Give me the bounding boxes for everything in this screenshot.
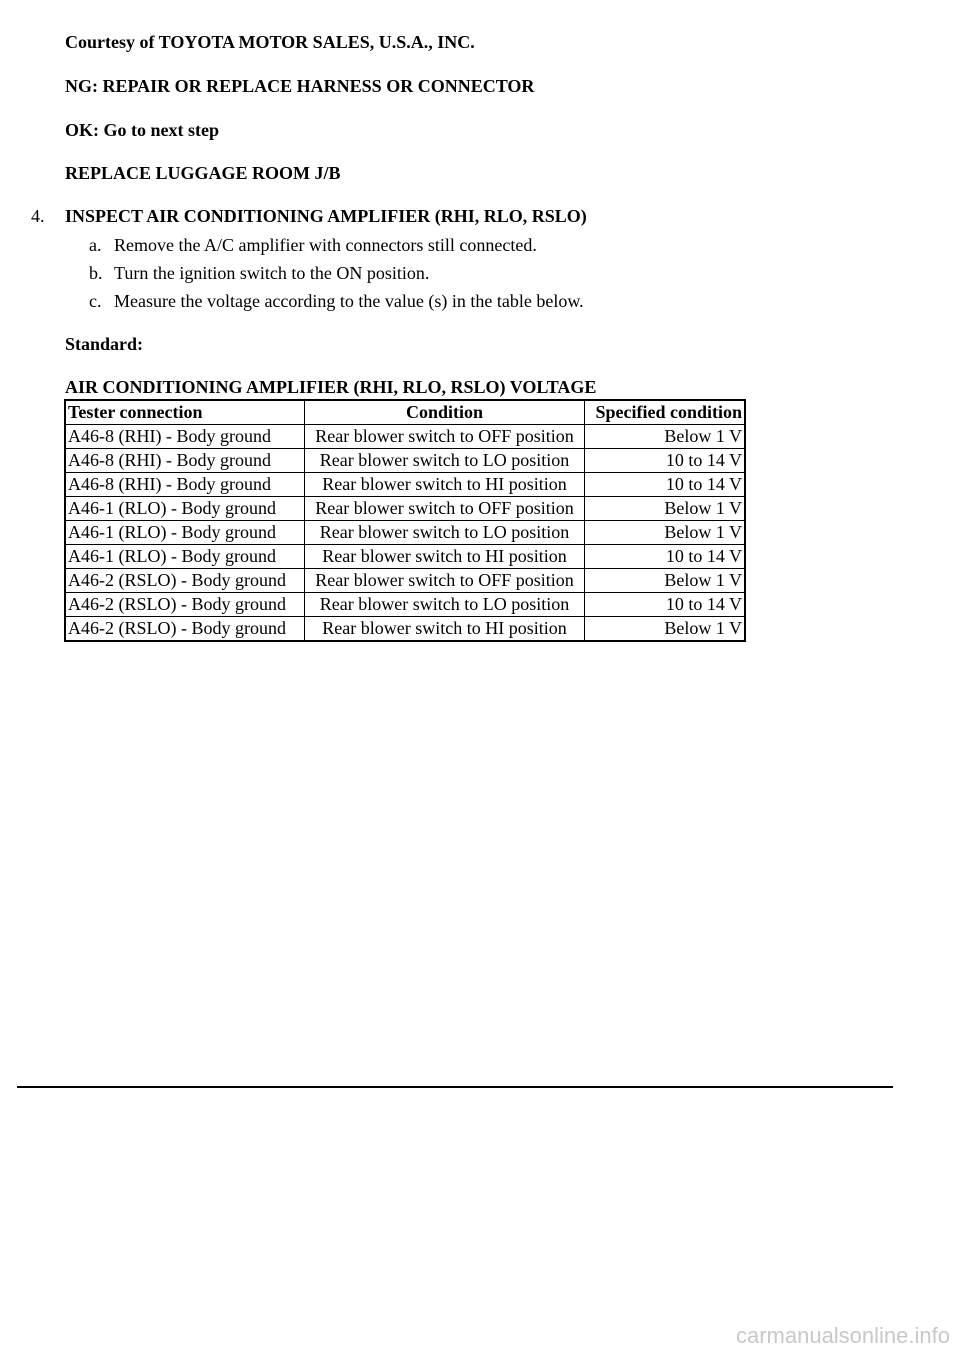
step-heading [31,206,587,227]
condition-cell: Rear blower switch to OFF position [305,497,585,521]
tester-connection-cell: A46-2 (RSLO) - Body ground [65,617,305,642]
courtesy-line: Courtesy of TOYOTA MOTOR SALES, U.S.A., INC. [65,32,475,52]
tester-connection-cell: A46-8 (RHI) - Body ground [65,449,305,473]
table-title: AIR CONDITIONING AMPLIFIER (RHI, RLO, RSLO) VOLTAGE [65,377,597,397]
substep-a [89,235,537,256]
column-header: Tester connection [65,400,305,425]
table-row [65,521,745,545]
condition-cell: Rear blower switch to HI position [305,545,585,569]
table-header-row [65,400,745,425]
tester-connection-cell: A46-2 (RSLO) - Body ground [65,593,305,617]
table-row [65,593,745,617]
replace-line: REPLACE LUGGAGE ROOM J/B [65,163,341,183]
page-divider [17,1086,893,1088]
tester-connection-cell: A46-8 (RHI) - Body ground [65,425,305,449]
substep-letter: b. [89,263,103,283]
voltage-table [64,399,746,642]
tester-connection-cell: A46-1 (RLO) - Body ground [65,545,305,569]
condition-cell: Rear blower switch to LO position [305,593,585,617]
specified-condition-cell: Below 1 V [585,569,746,593]
tester-connection-cell: A46-1 (RLO) - Body ground [65,521,305,545]
specified-condition-cell: Below 1 V [585,425,746,449]
table-row [65,425,745,449]
specified-condition-cell: 10 to 14 V [585,449,746,473]
table-row [65,497,745,521]
condition-cell: Rear blower switch to OFF position [305,569,585,593]
column-header: Specified condition [585,400,746,425]
tester-connection-cell: A46-2 (RSLO) - Body ground [65,569,305,593]
watermark: carmanualsonline.info [735,1323,950,1348]
ng-line: NG: REPAIR OR REPLACE HARNESS OR CONNECTOR [65,76,535,96]
specified-condition-cell: 10 to 14 V [585,593,746,617]
condition-cell: Rear blower switch to LO position [305,521,585,545]
substep-b [89,263,429,284]
substep-c [89,291,584,312]
condition-cell: Rear blower switch to HI position [305,617,585,642]
substep-letter: c. [89,291,102,311]
substep-letter: a. [89,235,102,255]
table-row [65,569,745,593]
condition-cell: Rear blower switch to LO position [305,449,585,473]
specified-condition-cell: 10 to 14 V [585,545,746,569]
condition-cell: Rear blower switch to OFF position [305,425,585,449]
column-header: Condition [305,400,585,425]
substep-text: Measure the voltage according to the value (s) in the table below. [114,291,584,311]
specified-condition-cell: Below 1 V [585,617,746,642]
substep-text: Turn the ignition switch to the ON position. [114,263,430,283]
table-row [65,545,745,569]
step-number: 4. [31,206,45,226]
step-title: INSPECT AIR CONDITIONING AMPLIFIER (RHI, RLO, RSLO) [65,206,587,226]
table-row [65,617,745,642]
condition-cell: Rear blower switch to HI position [305,473,585,497]
specified-condition-cell: 10 to 14 V [585,473,746,497]
ok-line: OK: Go to next step [65,120,219,140]
specified-condition-cell: Below 1 V [585,497,746,521]
standard-label: Standard: [65,334,144,354]
tester-connection-cell: A46-8 (RHI) - Body ground [65,473,305,497]
substep-text: Remove the A/C amplifier with connectors still connected. [114,235,537,255]
table-row [65,449,745,473]
tester-connection-cell: A46-1 (RLO) - Body ground [65,497,305,521]
specified-condition-cell: Below 1 V [585,521,746,545]
table-row [65,473,745,497]
